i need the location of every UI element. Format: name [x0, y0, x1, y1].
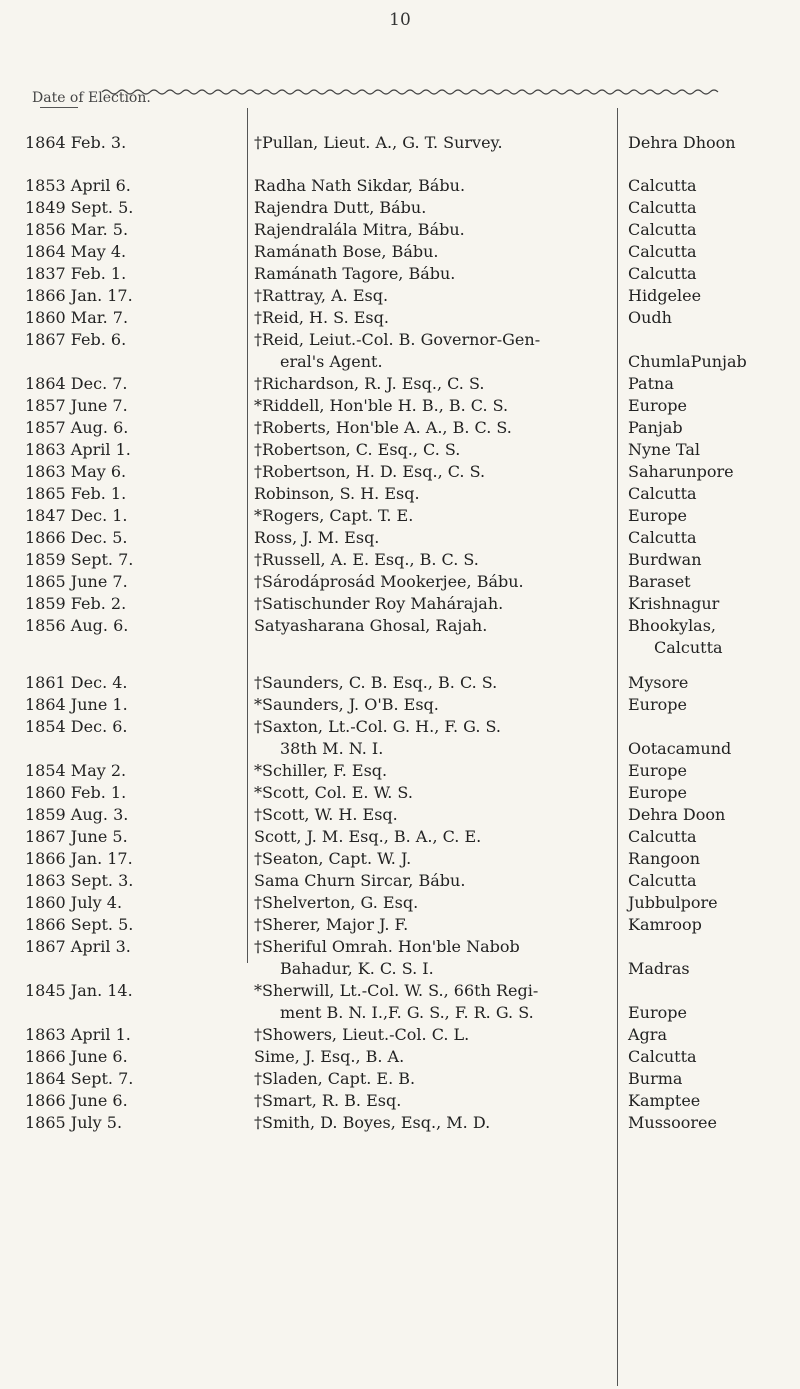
election-date: 1864 May 4.: [25, 242, 127, 261]
election-date: 1845 Jan. 14.: [25, 981, 133, 1000]
member-name: [254, 417, 616, 439]
residence: [628, 804, 796, 826]
member-name-line: †Smith, D. Boyes, Esq., M. D.: [254, 1113, 491, 1132]
election-date: 1856 Aug. 6.: [25, 616, 129, 635]
member-name-line: †Robertson, H. D. Esq., C. S.: [254, 462, 486, 481]
member-name: [254, 505, 616, 527]
residence: [628, 1090, 796, 1112]
election-date: 1863 Sept. 3.: [25, 871, 134, 890]
residence-line: [628, 716, 796, 738]
residence-line: Rangoon: [628, 849, 701, 868]
member-name: [254, 132, 616, 154]
residence: [628, 826, 796, 848]
member-name: [254, 395, 616, 417]
residence-line: Calcutta: [628, 528, 697, 547]
residence: [628, 936, 796, 980]
residence-line: Krishnagur: [628, 594, 720, 613]
residence: [628, 219, 796, 241]
member-name-line: Ramánath Bose, Bábu.: [254, 242, 439, 261]
place-column-divider: [617, 108, 618, 1386]
member-name-line: †Saxton, Lt.-Col. G. H., F. G. S.: [254, 717, 502, 736]
residence-continuation: ChumlaPunjab: [628, 352, 747, 371]
election-date: 1856 Mar. 5.: [25, 220, 129, 239]
election-date: 1863 May 6.: [25, 462, 127, 481]
member-name: [254, 483, 616, 505]
member-name-line: †Saunders, C. B. Esq., B. C. S.: [254, 673, 498, 692]
residence: [628, 848, 796, 870]
member-name: [254, 219, 616, 241]
residence-line: Europe: [628, 695, 687, 714]
member-name: [254, 549, 616, 571]
election-date: 1859 Aug. 3.: [25, 805, 129, 824]
residence: [628, 782, 796, 804]
member-name-line: Radha Nath Sikdar, Bábu.: [254, 176, 466, 195]
member-name-line: †Sheriful Omrah. Hon'ble Nabob: [254, 937, 520, 956]
member-name: [254, 1046, 616, 1068]
election-date: 1837 Feb. 1.: [25, 264, 127, 283]
residence: [628, 197, 796, 219]
member-name-line: Ramánath Tagore, Bábu.: [254, 264, 456, 283]
election-date: 1866 Jan. 17.: [25, 849, 133, 868]
member-name: [254, 672, 616, 694]
member-name: [254, 760, 616, 782]
member-name: [254, 197, 616, 219]
member-name-line: Sama Churn Sircar, Bábu.: [254, 871, 466, 890]
residence: [628, 395, 796, 417]
member-name-continuation: ment B. N. I.,F. G. S., F. R. G. S.: [280, 1003, 534, 1022]
member-name: [254, 848, 616, 870]
header-underline: [40, 107, 78, 108]
residence: [628, 672, 796, 694]
member-name: [254, 571, 616, 593]
member-name-line: †Sherer, Major J. F.: [254, 915, 409, 934]
election-date: 1864 Sept. 7.: [25, 1069, 134, 1088]
residence: [628, 373, 796, 395]
residence-line: Calcutta: [628, 198, 697, 217]
election-date: 1853 April 6.: [25, 176, 131, 195]
residence-line: Jubbulpore: [628, 893, 718, 912]
election-date: 1866 Jan. 17.: [25, 286, 133, 305]
residence-line: Saharunpore: [628, 462, 734, 481]
election-date: 1864 Dec. 7.: [25, 374, 128, 393]
member-name-line: *Rogers, Capt. T. E.: [254, 506, 414, 525]
election-date: 1859 Feb. 2.: [25, 594, 127, 613]
member-name-line: Ross, J. M. Esq.: [254, 528, 380, 547]
member-name-line: *Scott, Col. E. W. S.: [254, 783, 413, 802]
election-date: 1864 June 1.: [25, 695, 128, 714]
residence-line: Dehra Doon: [628, 805, 726, 824]
residence: [628, 329, 796, 373]
residence: [628, 1112, 796, 1134]
residence-line: Burdwan: [628, 550, 702, 569]
residence-line: Mussooree: [628, 1113, 717, 1132]
member-name: [254, 716, 616, 760]
residence-line: Europe: [628, 761, 687, 780]
member-name: [254, 263, 616, 285]
residence: [628, 716, 796, 760]
residence: [628, 694, 796, 716]
residence: [628, 1046, 796, 1068]
residence-line: Kamroop: [628, 915, 702, 934]
residence-line: Agra: [628, 1025, 667, 1044]
election-date: 1866 June 6.: [25, 1047, 128, 1066]
residence: [628, 439, 796, 461]
residence-line: Baraset: [628, 572, 691, 591]
residence-line: Calcutta: [628, 1047, 697, 1066]
member-name: [254, 285, 616, 307]
election-date: 1854 May 2.: [25, 761, 127, 780]
member-name: [254, 593, 616, 615]
date-column-divider: [247, 108, 248, 963]
member-name: [254, 694, 616, 716]
election-date: 1865 Feb. 1.: [25, 484, 127, 503]
election-date: 1864 Feb. 3.: [25, 133, 127, 152]
residence: [628, 417, 796, 439]
residence: [628, 175, 796, 197]
member-name-line: Scott, J. M. Esq., B. A., C. E.: [254, 827, 482, 846]
election-date: 1867 June 5.: [25, 827, 128, 846]
member-name: [254, 241, 616, 263]
residence-line: Calcutta: [628, 264, 697, 283]
residence-line: [628, 936, 796, 958]
residence: [628, 892, 796, 914]
residence-line: Hidgelee: [628, 286, 702, 305]
residence-line: Dehra Dhoon: [628, 133, 736, 152]
residence-line: Europe: [628, 506, 687, 525]
residence: [628, 132, 796, 154]
election-date: 1860 Mar. 7.: [25, 308, 129, 327]
member-name-line: †Roberts, Hon'ble A. A., B. C. S.: [254, 418, 512, 437]
election-date: 1854 Dec. 6.: [25, 717, 128, 736]
election-date: 1866 June 6.: [25, 1091, 128, 1110]
member-name-line: Robinson, S. H. Esq.: [254, 484, 420, 503]
residence-line: Calcutta: [628, 220, 697, 239]
residence-line: Panjab: [628, 418, 683, 437]
residence-line: Calcutta: [628, 871, 697, 890]
member-name-line: †Seaton, Capt. W. J.: [254, 849, 412, 868]
election-date: 1861 Dec. 4.: [25, 673, 128, 692]
residence-line: Oudh: [628, 308, 672, 327]
election-date: 1847 Dec. 1.: [25, 506, 128, 525]
residence-line: [628, 329, 796, 351]
residence-line: Europe: [628, 783, 687, 802]
residence-line: Calcutta: [628, 176, 697, 195]
member-name: [254, 936, 616, 980]
residence: [628, 307, 796, 329]
election-date: 1859 Sept. 7.: [25, 550, 134, 569]
residence-line: Patna: [628, 374, 674, 393]
member-name-line: †Richardson, R. J. Esq., C. S.: [254, 374, 485, 393]
election-date: 1865 July 5.: [25, 1113, 123, 1132]
residence-continuation: Madras: [628, 959, 690, 978]
member-name-line: Sime, J. Esq., B. A.: [254, 1047, 405, 1066]
residence-continuation: Ootacamund: [628, 739, 732, 758]
member-name-line: †Showers, Lieut.-Col. C. L.: [254, 1025, 470, 1044]
residence: [628, 870, 796, 892]
member-name: [254, 439, 616, 461]
residence-continuation: Europe: [628, 1003, 687, 1022]
member-name-line: †Sladen, Capt. E. B.: [254, 1069, 416, 1088]
member-name-line: Rajendra Dutt, Bábu.: [254, 198, 427, 217]
member-name-line: †Scott, W. H. Esq.: [254, 805, 398, 824]
member-name-line: †Satischunder Roy Mahárajah.: [254, 594, 504, 613]
residence: [628, 285, 796, 307]
residence-line: Calcutta: [628, 827, 697, 846]
member-name: [254, 1024, 616, 1046]
member-name: [254, 804, 616, 826]
member-name-line: *Riddell, Hon'ble H. B., B. C. S.: [254, 396, 509, 415]
election-date: 1860 July 4.: [25, 893, 123, 912]
election-date: 1866 Dec. 5.: [25, 528, 128, 547]
member-name: [254, 461, 616, 483]
residence-line: Calcutta: [628, 242, 697, 261]
residence: [628, 593, 796, 615]
election-date: 1866 Sept. 5.: [25, 915, 134, 934]
residence: [628, 241, 796, 263]
member-name-line: *Sherwill, Lt.-Col. W. S., 66th Regi-: [254, 981, 539, 1000]
member-name: [254, 615, 616, 637]
member-name-line: †Reid, H. S. Esq.: [254, 308, 389, 327]
member-name: [254, 175, 616, 197]
residence-line: Nyne Tal: [628, 440, 700, 459]
member-name: [254, 782, 616, 804]
residence-line: Europe: [628, 396, 687, 415]
member-name: [254, 307, 616, 329]
election-date: 1857 Aug. 6.: [25, 418, 129, 437]
page-number: 10: [389, 10, 411, 30]
election-date: 1867 Feb. 6.: [25, 330, 127, 349]
member-name-line: †Robertson, C. Esq., C. S.: [254, 440, 461, 459]
member-name-line: Satyasharana Ghosal, Rajah.: [254, 616, 488, 635]
member-name-line: †Sárodáprosád Mookerjee, Bábu.: [254, 572, 524, 591]
member-name: [254, 1090, 616, 1112]
member-name-line: *Saunders, J. O'B. Esq.: [254, 695, 439, 714]
member-name: [254, 527, 616, 549]
residence-line: Mysore: [628, 673, 689, 692]
residence: [628, 483, 796, 505]
member-name-line: †Rattray, A. Esq.: [254, 286, 389, 305]
member-name: [254, 892, 616, 914]
member-name-continuation: Bahadur, K. C. S. I.: [280, 959, 434, 978]
election-date: 1860 Feb. 1.: [25, 783, 127, 802]
residence: [628, 615, 796, 659]
residence: [628, 571, 796, 593]
member-name: [254, 373, 616, 395]
residence-line: Kamptee: [628, 1091, 701, 1110]
election-date: 1863 April 1.: [25, 440, 131, 459]
member-name-continuation: 38th M. N. I.: [280, 739, 384, 758]
member-name-line: †Reid, Leiut.-Col. B. Governor-Gen-: [254, 330, 541, 349]
residence-line: Calcutta: [628, 484, 697, 503]
election-date: 1857 June 7.: [25, 396, 128, 415]
residence-line: Bhookylas,: [628, 616, 717, 635]
residence: [628, 760, 796, 782]
member-name: [254, 1112, 616, 1134]
residence: [628, 527, 796, 549]
residence: [628, 1068, 796, 1090]
residence: [628, 549, 796, 571]
residence: [628, 461, 796, 483]
residence: [628, 914, 796, 936]
residence: [628, 980, 796, 1024]
member-name-line: †Pullan, Lieut. A., G. T. Survey.: [254, 133, 503, 152]
member-name-line: †Smart, R. B. Esq.: [254, 1091, 402, 1110]
member-name-continuation: eral's Agent.: [280, 352, 383, 371]
member-name: [254, 870, 616, 892]
residence-continuation: Calcutta: [654, 638, 723, 657]
member-name: [254, 914, 616, 936]
election-date: 1867 April 3.: [25, 937, 131, 956]
member-name: [254, 1068, 616, 1090]
date-of-election-header: Date of Election.: [32, 90, 151, 106]
residence: [628, 505, 796, 527]
member-name-line: *Schiller, F. Esq.: [254, 761, 388, 780]
residence-line: Burma: [628, 1069, 683, 1088]
election-date: 1849 Sept. 5.: [25, 198, 134, 217]
residence: [628, 1024, 796, 1046]
election-date: 1865 June 7.: [25, 572, 128, 591]
member-name-line: †Russell, A. E. Esq., B. C. S.: [254, 550, 479, 569]
member-name: [254, 826, 616, 848]
residence: [628, 263, 796, 285]
election-date: 1863 April 1.: [25, 1025, 131, 1044]
member-name: [254, 980, 616, 1024]
member-name: [254, 329, 616, 373]
residence-line: [628, 980, 796, 1002]
member-name-line: Rajendralála Mitra, Bábu.: [254, 220, 465, 239]
member-name-line: †Shelverton, G. Esq.: [254, 893, 419, 912]
